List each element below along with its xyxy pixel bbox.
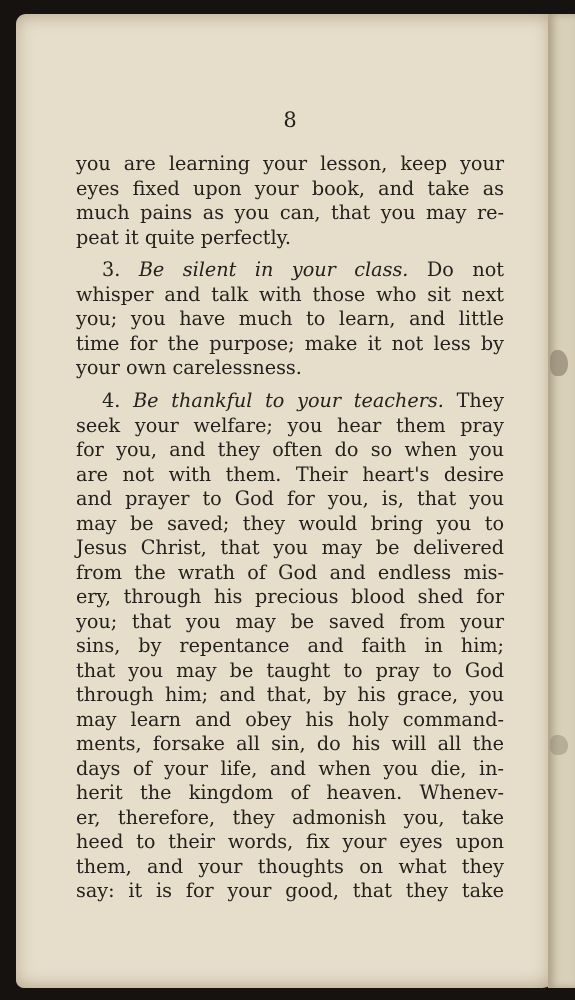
text-line: say: it is for your good, that they take — [76, 879, 504, 902]
text-line: you; you have much to learn, and little — [76, 307, 504, 330]
text-line: herit the kingdom of heaven. Whenev- — [76, 781, 504, 804]
text-line: Jesus Christ, that you may be delivered — [76, 536, 504, 559]
text-line: eyes fixed upon your book, and take as — [76, 176, 504, 200]
text-line: seek your welfare; you hear them pray — [76, 413, 504, 437]
page-number: 8 — [283, 108, 297, 132]
text-line: and prayer to God for you, is, that you — [76, 487, 504, 510]
text-line: are not with them. Their heart's desire — [76, 462, 504, 486]
rule-4-heading-line — [76, 389, 504, 414]
text-line: for you, and they often do so when you — [76, 438, 504, 461]
text-line: er, therefore, they admonish you, take — [76, 805, 504, 829]
text-line: may be saved; they would bring you to — [76, 511, 504, 535]
text-line: whisper and talk with those who sit next — [76, 282, 504, 306]
text-line: you; that you may be saved from your — [76, 609, 504, 633]
text-line: from the wrath of God and endless mis- — [76, 560, 504, 584]
text-line: days of your life, and when you die, in- — [76, 756, 504, 780]
rule-heading: Be thankful to your teachers. — [133, 389, 444, 412]
text-line: peat it quite perfectly. — [76, 225, 292, 249]
text-line: heed to their words, fix your eyes upon — [76, 830, 504, 853]
rule-heading: Be silent in your class. — [138, 258, 409, 281]
text-line: you are learning your lesson, keep your — [76, 152, 504, 175]
text-line: your own carelessness. — [76, 356, 302, 379]
adjacent-page-edge — [548, 14, 575, 988]
rule-3-heading-line — [76, 258, 504, 283]
text-line: ments, forsake all sin, do his will all the — [76, 732, 504, 755]
text-fragment: They — [456, 389, 504, 412]
text-line: sins, by repentance and faith in him; — [76, 634, 504, 657]
edge-stain — [550, 735, 568, 755]
text-line: through him; and that, by his grace, you — [76, 683, 504, 706]
rule-number: 3. — [102, 258, 121, 281]
text-line: may learn and obey his holy command- — [76, 707, 504, 731]
edge-stain — [550, 350, 568, 376]
text-line: ery, through his precious blood shed for — [76, 585, 504, 608]
text-line: time for the purpose; make it not less by — [76, 331, 504, 355]
text-line: that you may be taught to pray to God — [76, 658, 504, 682]
text-line: much pains as you can, that you may re- — [76, 201, 504, 224]
text-line: them, and your thoughts on what they — [76, 854, 504, 878]
text-fragment: Do not — [426, 258, 504, 281]
rule-number: 4. — [102, 389, 121, 412]
